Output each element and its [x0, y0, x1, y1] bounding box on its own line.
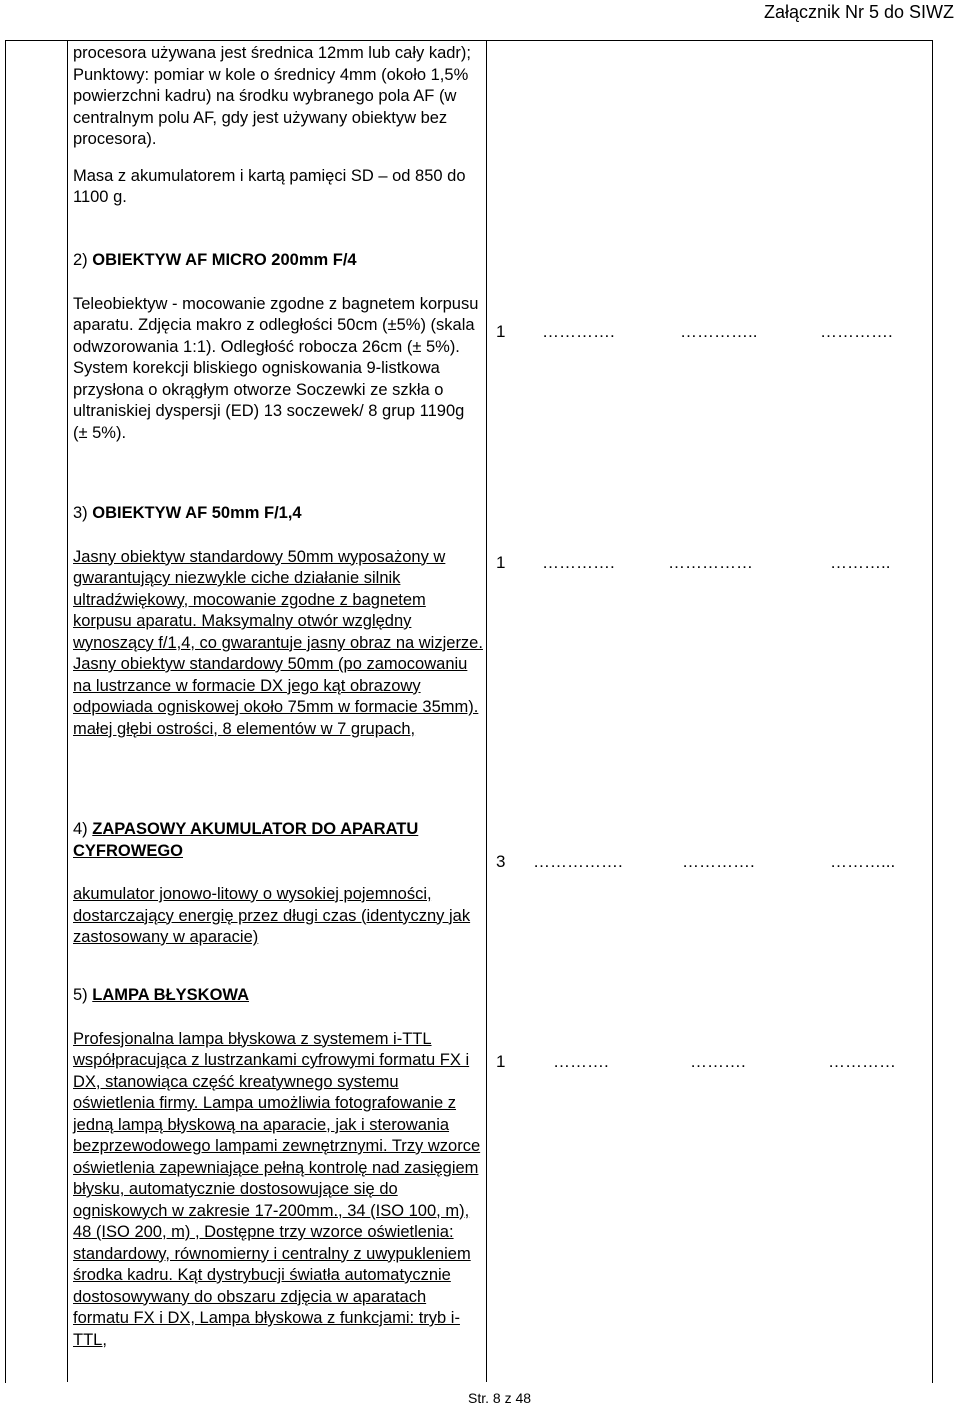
item-title: OBIEKTYW AF MICRO 200mm F/4 [92, 251, 357, 269]
item-description [73, 819, 483, 949]
net-value-blank: ………. [690, 1052, 746, 1071]
unit-price-blank: ……………. [533, 852, 623, 871]
unit-price-blank: ………. [553, 1052, 609, 1071]
item-description [73, 985, 483, 1351]
gross-value-blank: ………… [828, 1052, 896, 1071]
item-number: 4) [73, 820, 88, 838]
net-value-blank: ………….. [680, 322, 758, 341]
item-body: Teleobiektyw - mocowanie zgodne z bagnetem korpusu aparatu. Zdjęcia makro z odległości 50cm (±5%) (skala odwzorowania 1:1). Odległość robocza 26cm (± 5%). System korekcji bliskiego ogniskowania 9-listkowa przysłona o okrągłym otworze Soczewki ze szkła o ultraniskiej dyspersji (ED) 13 soczewek/ 8 grup 1190g (± 5%). [73, 294, 479, 442]
item-body: Profesjonalna lampa błyskowa z systemem i-TTL współpracująca z lustrzankami cyfrowymi formatu FX i DX, stanowiąca część kreatywnego systemu oświetlenia firmy. Lampa umożliwia fotografowanie z jedną lampą błyskową na aparacie, jak i sterowania bezprzewodowego lampami zewnętrznymi. Trzy wzorce oświetlenia zapewniające pełną kontrolę nad zasięgiem błysku, automatycznie dostosowujące się do ogniskowych w zakresie 17-200mm., 34 (ISO 100, m), 48 (ISO 200, m) , Dostępne trzy wzorce oświetlenia: standardowy, równomierny i centralny z uwypukleniem środka kadru. Kąt dystrybucji światła automatycznie dostosowywany do obszaru zdjęcia w aparatach formatu FX i DX, Lampa błyskowa z funkcjami: tryb i-TTL, [73, 1029, 481, 1349]
item-heading [73, 250, 483, 272]
spec-paragraph: procesora używana jest średnica 12mm lub cały kadr); Punktowy: pomiar w kole o średnicy 4mm (około 1,5% powierzchni kadru) na środku wybranego pola AF (w centralnym polu AF, gdy jest używany obiektyw bez procesora). [73, 44, 472, 148]
column-divider [486, 40, 487, 1382]
gross-value-blank: …………. [820, 322, 893, 341]
attachment-label: Załącznik Nr 5 do SIWZ [763, 2, 954, 22]
page-number: Str. 8 z 48 [468, 1390, 532, 1406]
item-number: 3) [73, 504, 88, 522]
item-number: 5) [73, 986, 88, 1004]
net-value-blank: …………. [682, 852, 755, 871]
item-number: 2) [73, 251, 88, 269]
unit-price-blank: …………. [542, 322, 615, 341]
item-title: OBIEKTYW AF 50mm F/1,4 [92, 504, 302, 522]
net-value-blank: …………… [668, 553, 753, 572]
item-title: ZAPASOWY AKUMULATOR DO APARATU CYFROWEGO [73, 820, 419, 860]
unit-price-blank: …………. [542, 553, 615, 572]
item-body: Jasny obiektyw standardowy 50mm wyposażony w gwarantujący niezwykle ciche działanie silnik ultradźwiękowy, mocowanie zgodne z bagnetem korpusu aparatu. Maksymalny otwór względny wynoszący f/1,4, co gwarantuje jasny obraz na wizjerze. Jasny obiektyw standardowy 50mm (po zamocowaniu na lustrzance w formacie DX jego kąt obrazowy odpowiada ogniskowej około 75mm w formacie 35mm). małej głębi ostrości, 8 elementów w 7 grupach, [73, 547, 483, 738]
item-quantity: 3 [496, 852, 506, 871]
gross-value-blank: ………... [830, 852, 896, 871]
item-description [73, 250, 483, 444]
item-description [73, 503, 483, 740]
item-title: LAMPA BŁYSKOWA [92, 986, 250, 1004]
item-heading [73, 503, 483, 525]
item-quantity: 1 [496, 1052, 506, 1071]
spec-paragraph: Masa z akumulatorem i kartą pamięci SD – od 850 do 1100 g. [73, 166, 466, 206]
item-quantity: 1 [496, 553, 506, 572]
item-quantity: 1 [496, 322, 506, 341]
item-body: akumulator jonowo-litowy o wysokiej pojemności, dostarczający energię przez długi czas (identyczny jak zastosowany w aparacie) [73, 885, 471, 946]
item-description [73, 43, 483, 209]
column-divider [67, 40, 68, 1382]
item-heading [73, 819, 483, 862]
item-heading [73, 985, 483, 1007]
gross-value-blank: ……….. [830, 553, 891, 572]
